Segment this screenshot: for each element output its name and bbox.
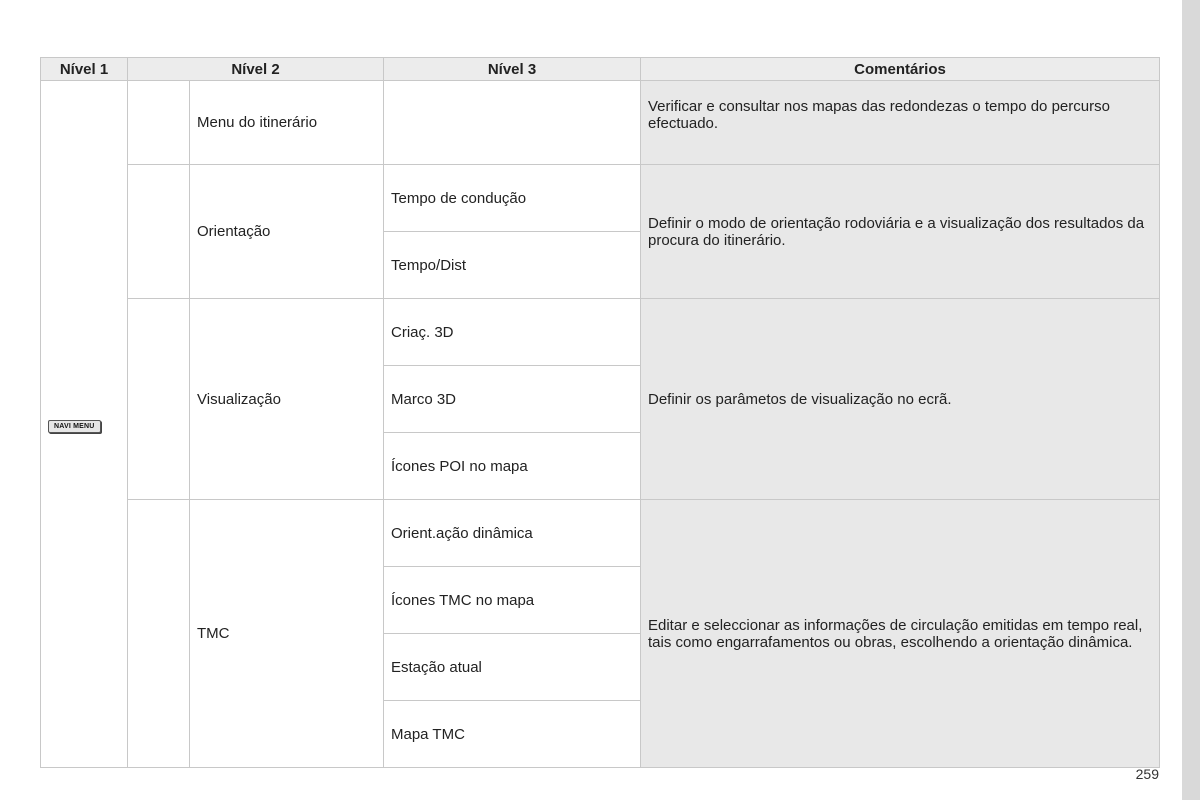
- table-row: [41, 165, 1160, 232]
- table-row: [41, 299, 1160, 366]
- level-3-cell: Ícones TMC no mapa: [384, 567, 641, 634]
- comment-cell: Editar e seleccionar as informações de circulação emitidas em tempo real, tais como engarrafamentos ou obras, escolhendo a orientação dinâmica.: [641, 500, 1160, 768]
- header-comments: Comentários: [641, 58, 1160, 81]
- level-3-cell: Mapa TMC: [384, 701, 641, 768]
- level-2-cell: Menu do itinerário: [190, 81, 384, 165]
- table-row: [41, 81, 1160, 165]
- table-row: [41, 500, 1160, 567]
- level-3-cell: Criaç. 3D: [384, 299, 641, 366]
- level-3-cell: Orient.ação dinâmica: [384, 500, 641, 567]
- page-number: 259: [1135, 766, 1159, 782]
- navi-menu-button-icon: NAVI MENU: [48, 420, 101, 433]
- level-3-cell: Tempo de condução: [384, 165, 641, 232]
- level-3-cell: Tempo/Dist: [384, 232, 641, 299]
- level-2-cell: TMC: [190, 500, 384, 768]
- level-3-cell: Ícones POI no mapa: [384, 433, 641, 500]
- level-1-cell: [41, 81, 128, 768]
- level-3-cell: Marco 3D: [384, 366, 641, 433]
- level-2-blank-cell: [128, 165, 190, 299]
- comment-cell: Verificar e consultar nos mapas das redondezas o tempo do percurso efectuado.: [641, 81, 1160, 165]
- level-2-blank-cell: [128, 299, 190, 500]
- level-3-cell: [384, 81, 641, 165]
- comment-cell: Definir os parâmetos de visualização no ecrã.: [641, 299, 1160, 500]
- level-3-cell: Estação atual: [384, 634, 641, 701]
- navi-menu-table: [40, 57, 1160, 768]
- comment-cell: Definir o modo de orientação rodoviária e a visualização dos resultados da procura do itinerário.: [641, 165, 1160, 299]
- level-2-cell: Visualização: [190, 299, 384, 500]
- header-level-1: Nível 1: [41, 58, 128, 81]
- header-level-2: Nível 2: [128, 58, 384, 81]
- level-2-blank-cell: [128, 500, 190, 768]
- table-header-row: [41, 58, 1160, 81]
- level-2-cell: Orientação: [190, 165, 384, 299]
- level-2-blank-cell: [128, 81, 190, 165]
- header-level-3: Nível 3: [384, 58, 641, 81]
- page-edge-strip: [1182, 0, 1200, 800]
